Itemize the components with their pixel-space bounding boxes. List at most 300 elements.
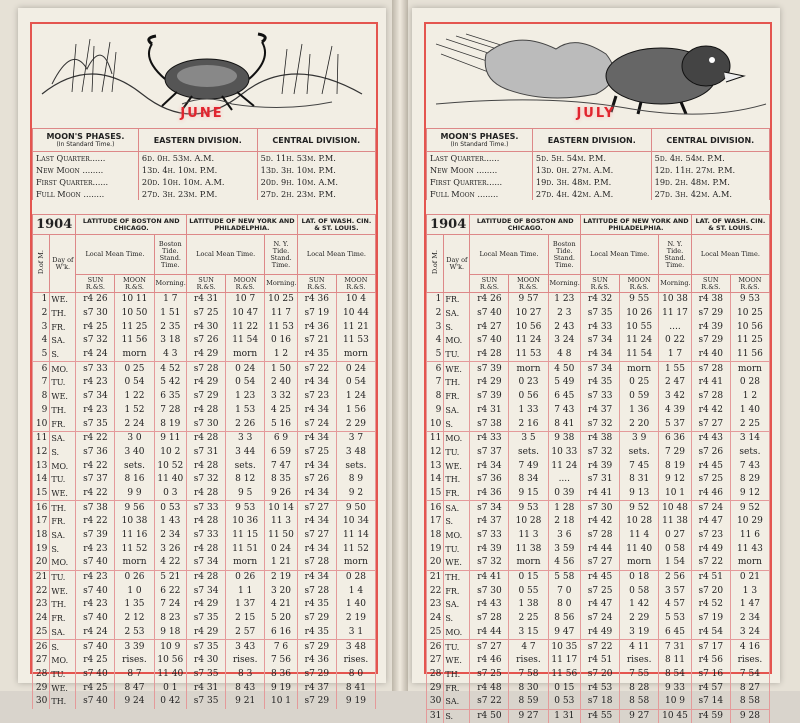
almanac-cell: s7 32	[187, 473, 226, 487]
phase-row: Full Moon ........ 27d. 4h. 42m. A.M. 27d. 3h. 42m. A.M.	[427, 188, 770, 200]
almanac-cell: s7 14	[691, 695, 730, 709]
almanac-cell: 3 26	[154, 542, 187, 556]
weekday: FR.	[444, 681, 470, 695]
almanac-cell: 3 5	[509, 431, 548, 445]
almanac-cell: r4 39	[581, 459, 620, 473]
almanac-cell: 3 15	[509, 626, 548, 640]
almanac-cell: r4 22	[76, 515, 115, 529]
almanac-cell: r4 43	[470, 598, 509, 612]
almanac-cell: 0 55	[509, 584, 548, 598]
almanac-cell: 3 42	[659, 390, 692, 404]
almanac-cell: 2 43	[548, 320, 581, 334]
july-rows	[427, 293, 770, 723]
almanac-cell: 10 7	[226, 293, 265, 307]
almanac-cell: 11 52	[336, 542, 375, 556]
almanac-cell: 3 18	[154, 334, 187, 348]
almanac-row	[33, 542, 376, 556]
almanac-cell: s7 31	[581, 473, 620, 487]
almanac-cell: 2 19	[336, 612, 375, 626]
almanac-cell: 1 40	[730, 404, 769, 418]
day-number: 26	[427, 640, 444, 654]
almanac-cell: r4 55	[581, 709, 620, 723]
almanac-cell: 10 48	[659, 501, 692, 515]
almanac-cell: s7 19	[297, 307, 336, 321]
almanac-cell: 9 55	[620, 293, 659, 307]
almanac-cell: sets.	[509, 446, 548, 460]
almanac-cell: r4 44	[470, 626, 509, 640]
almanac-cell: r4 38	[691, 293, 730, 307]
almanac-cell: r4 25	[76, 681, 115, 695]
almanac-cell: 8 11	[659, 654, 692, 668]
day-number: 18	[427, 529, 444, 543]
almanac-cell: 10 14	[265, 501, 298, 515]
weekday: WE.	[50, 293, 76, 307]
almanac-cell: 0 42	[154, 695, 187, 709]
day-number: 6	[427, 362, 444, 376]
almanac-cell: 5 16	[265, 417, 298, 431]
moon-col-label: MOON R.&S.	[115, 275, 154, 293]
almanac-cell: 11 52	[115, 542, 154, 556]
almanac-row	[33, 612, 376, 626]
almanac-cell: r4 28	[187, 570, 226, 584]
almanac-row	[33, 417, 376, 431]
almanac-cell: r4 27	[470, 320, 509, 334]
almanac-cell: 10 52	[154, 459, 187, 473]
weekday: SA.	[50, 334, 76, 348]
almanac-cell: r4 23	[76, 570, 115, 584]
weekday: S.	[444, 417, 470, 431]
almanac-cell: 0 53	[548, 695, 581, 709]
almanac-cell: s7 34	[187, 584, 226, 598]
almanac-cell: s7 20	[581, 668, 620, 682]
day-number: 5	[427, 348, 444, 362]
almanac-cell: 11 3	[265, 515, 298, 529]
almanac-cell: 10 28	[509, 515, 548, 529]
moon-col-label: MOON R.&S.	[509, 275, 548, 293]
almanac-cell: r4 41	[691, 376, 730, 390]
almanac-cell: r4 29	[470, 376, 509, 390]
almanac-cell: s7 35	[187, 640, 226, 654]
day-number: 4	[427, 334, 444, 348]
day-number: 25	[427, 626, 444, 640]
almanac-row	[427, 556, 770, 570]
almanac-cell: 1 24	[336, 390, 375, 404]
weekday: FR.	[444, 487, 470, 501]
almanac-cell: s7 40	[76, 640, 115, 654]
almanac-row	[427, 584, 770, 598]
almanac-cell: morn	[336, 556, 375, 570]
almanac-cell: rises.	[226, 654, 265, 668]
almanac-cell: morn	[115, 556, 154, 570]
month-title: JULY	[412, 106, 780, 121]
day-number: 28	[33, 668, 50, 682]
almanac-cell: r4 33	[470, 431, 509, 445]
morning-label: Morning.	[659, 275, 692, 293]
almanac-cell: 0 3	[154, 487, 187, 501]
almanac-cell: s7 30	[581, 501, 620, 515]
almanac-cell: 3 24	[548, 334, 581, 348]
local-mean-label: Local Mean Time.	[76, 235, 154, 275]
almanac-cell: r4 46	[691, 487, 730, 501]
almanac-cell: sets.	[730, 446, 769, 460]
almanac-cell: morn	[509, 362, 548, 376]
day-number: 22	[427, 584, 444, 598]
day-number: 15	[427, 487, 444, 501]
almanac-cell: morn	[730, 556, 769, 570]
almanac-cell: r4 22	[76, 431, 115, 445]
almanac-cell: 0 27	[659, 529, 692, 543]
almanac-cell: 7 43	[730, 459, 769, 473]
almanac-row	[427, 362, 770, 376]
almanac-cell: 10 50	[115, 307, 154, 321]
almanac-cell: 2 25	[730, 417, 769, 431]
almanac-cell: sets.	[226, 459, 265, 473]
wash-header: LAT. OF WASH. CIN. & ST. LOUIS.	[691, 215, 769, 235]
almanac-cell: 11 56	[730, 348, 769, 362]
day-number: 13	[427, 459, 444, 473]
weekday: WE.	[50, 390, 76, 404]
almanac-row	[33, 446, 376, 460]
ny-tide-label: N. Y. Tide. Stand. Time.	[659, 235, 692, 275]
almanac-cell: 5 58	[548, 570, 581, 584]
almanac-cell: r4 34	[297, 404, 336, 418]
moon-col-label: MOON R.&S.	[620, 275, 659, 293]
almanac-cell: 3 59	[548, 542, 581, 556]
almanac-cell: 10 1	[265, 695, 298, 709]
almanac-cell: 8 56	[548, 612, 581, 626]
almanac-cell: 10 38	[659, 293, 692, 307]
almanac-cell: 8 27	[730, 681, 769, 695]
almanac-cell: r4 34	[297, 459, 336, 473]
day-number: 10	[33, 417, 50, 431]
almanac-cell: r4 34	[297, 542, 336, 556]
almanac-cell: r4 37	[297, 681, 336, 695]
day-number: 21	[427, 570, 444, 584]
almanac-cell: 11 24	[548, 459, 581, 473]
central-header: CENTRAL DIVISION.	[651, 129, 769, 152]
almanac-cell: s7 30	[470, 584, 509, 598]
almanac-cell: 0 58	[659, 542, 692, 556]
almanac-row	[33, 404, 376, 418]
almanac-cell: r4 25	[76, 320, 115, 334]
almanac-cell: s7 25	[297, 446, 336, 460]
day-number: 29	[427, 681, 444, 695]
almanac-cell: 4 7	[509, 640, 548, 654]
almanac-cell: 3 20	[265, 584, 298, 598]
almanac-cell: 7 43	[548, 404, 581, 418]
almanac-cell: 11 24	[620, 334, 659, 348]
almanac-cell: morn	[509, 556, 548, 570]
day-number: 2	[427, 307, 444, 321]
almanac-cell: r4 29	[187, 376, 226, 390]
almanac-cell: 8 19	[154, 417, 187, 431]
weekday: WE.	[50, 584, 76, 598]
almanac-cell: 3 39	[115, 640, 154, 654]
almanac-cell: 8 35	[265, 473, 298, 487]
day-number: 20	[427, 556, 444, 570]
weekday: SA.	[444, 695, 470, 709]
almanac-cell: r4 31	[470, 404, 509, 418]
almanac-cell: s7 37	[76, 473, 115, 487]
day-number: 1	[427, 293, 444, 307]
almanac-cell: 11 14	[336, 529, 375, 543]
almanac-cell: r4 34	[297, 431, 336, 445]
almanac-cell: r4 28	[187, 459, 226, 473]
local-mean-label: Local Mean Time.	[470, 235, 548, 275]
almanac-cell: 11 24	[509, 334, 548, 348]
sun-col-label: SUN R.&S.	[470, 275, 509, 293]
day-number: 16	[427, 501, 444, 515]
day-number: 12	[427, 446, 444, 460]
almanac-cell: r4 28	[187, 431, 226, 445]
day-number: 20	[33, 556, 50, 570]
almanac-row	[33, 473, 376, 487]
d-of-m-label: D.of M.	[432, 250, 439, 274]
weekday: MO.	[50, 459, 76, 473]
almanac-cell: s7 34	[187, 556, 226, 570]
almanac-cell: 1 2	[730, 390, 769, 404]
almanac-row	[427, 709, 770, 723]
almanac-cell: 2 26	[226, 417, 265, 431]
day-number: 29	[33, 681, 50, 695]
almanac-cell: s7 27	[581, 556, 620, 570]
almanac-row	[427, 348, 770, 362]
almanac-cell: 4 52	[154, 362, 187, 376]
day-number: 22	[33, 584, 50, 598]
almanac-cell: s7 29	[297, 695, 336, 709]
almanac-cell: r4 53	[581, 681, 620, 695]
day-number: 23	[427, 598, 444, 612]
almanac-cell: 9 21	[226, 695, 265, 709]
day-number: 1	[33, 293, 50, 307]
almanac-cell: s7 34	[76, 390, 115, 404]
almanac-cell: 3 48	[336, 446, 375, 460]
almanac-cell: 7 55	[620, 668, 659, 682]
phase-row: Full Moon ........ 27d. 3h. 23m. P.M. 27d. 2h. 23m. P.M.	[33, 188, 376, 200]
almanac-row	[33, 570, 376, 584]
almanac-cell: 10 34	[336, 515, 375, 529]
almanac-row	[427, 640, 770, 654]
almanac-cell: s7 33	[470, 529, 509, 543]
almanac-cell: s7 24	[691, 501, 730, 515]
almanac-cell: s7 29	[297, 612, 336, 626]
phase-row: First Quarter...... 20d. 10h. 10m. A.M. 20d. 9h. 10m. A.M.	[33, 176, 376, 188]
almanac-cell: 8 54	[659, 668, 692, 682]
almanac-cell: s7 19	[691, 612, 730, 626]
almanac-cell: 9 27	[509, 709, 548, 723]
almanac-cell: 1 42	[620, 598, 659, 612]
weekday: FR.	[50, 417, 76, 431]
almanac-cell: 9 52	[730, 501, 769, 515]
almanac-cell: morn	[226, 556, 265, 570]
year-label: 1904	[33, 215, 76, 235]
almanac-cell: 0 28	[730, 376, 769, 390]
moon-col-label: MOON R.&S.	[226, 275, 265, 293]
almanac-cell: 2 12	[115, 612, 154, 626]
weekday: MO.	[444, 431, 470, 445]
day-number: 13	[33, 459, 50, 473]
almanac-cell: s7 29	[187, 390, 226, 404]
almanac-cell: 9 50	[336, 501, 375, 515]
almanac-row	[427, 501, 770, 515]
boston-header: LATITUDE OF BOSTON AND CHICAGO.	[470, 215, 581, 235]
almanac-cell: r4 45	[691, 459, 730, 473]
almanac-cell: 9 47	[548, 626, 581, 640]
day-number: 9	[427, 404, 444, 418]
day-number: 30	[33, 695, 50, 709]
almanac-cell: r4 30	[187, 654, 226, 668]
almanac-cell: r4 34	[581, 348, 620, 362]
almanac-row	[427, 320, 770, 334]
day-number: 14	[33, 473, 50, 487]
almanac-cell: r4 28	[187, 487, 226, 501]
almanac-cell: 11 17	[548, 654, 581, 668]
almanac-cell: s7 35	[581, 307, 620, 321]
day-number: 30	[427, 695, 444, 709]
almanac-cell: 11 21	[336, 320, 375, 334]
almanac-cell: 10 56	[154, 654, 187, 668]
weekday: TU.	[444, 348, 470, 362]
almanac-cell: s7 40	[76, 584, 115, 598]
d-of-m-label: D.of M.	[38, 250, 45, 274]
almanac-cell: 9 53	[226, 501, 265, 515]
almanac-cell: s7 28	[297, 584, 336, 598]
weekday: MO.	[444, 626, 470, 640]
sun-col-label: SUN R.&S.	[581, 275, 620, 293]
almanac-cell: 3 44	[226, 446, 265, 460]
weekday: SA.	[444, 404, 470, 418]
almanac-cell: s7 32	[76, 334, 115, 348]
almanac-row	[33, 334, 376, 348]
almanac-cell: 10 45	[659, 709, 692, 723]
almanac-cell: s7 34	[581, 362, 620, 376]
weekday: S.	[444, 709, 470, 723]
almanac-cell: s7 33	[187, 501, 226, 515]
almanac-cell: s7 35	[187, 612, 226, 626]
moon-col-label: MOON R.&S.	[336, 275, 375, 293]
almanac-cell: 5 20	[265, 612, 298, 626]
almanac-row	[427, 459, 770, 473]
almanac-cell: 10 29	[730, 515, 769, 529]
almanac-row	[33, 501, 376, 515]
almanac-cell: r4 35	[297, 598, 336, 612]
almanac-cell: s7 36	[76, 446, 115, 460]
almanac-cell: 1 40	[336, 598, 375, 612]
almanac-cell: r4 35	[297, 626, 336, 640]
weekday: MO.	[444, 529, 470, 543]
day-number: 4	[33, 334, 50, 348]
almanac-row	[427, 334, 770, 348]
almanac-cell: s7 27	[470, 640, 509, 654]
almanac-row	[427, 417, 770, 431]
morning-label: Morning.	[265, 275, 298, 293]
almanac-cell: morn	[115, 348, 154, 362]
almanac-cell: s7 23	[297, 390, 336, 404]
almanac-cell: 3 1	[336, 626, 375, 640]
almanac-cell: r4 34	[297, 570, 336, 584]
almanac-cell: 10 11	[115, 293, 154, 307]
day-number: 10	[427, 417, 444, 431]
almanac-cell: r4 39	[691, 320, 730, 334]
almanac-cell: 11 38	[659, 515, 692, 529]
weekday: TU.	[444, 640, 470, 654]
almanac-row	[427, 390, 770, 404]
almanac-cell: rises.	[620, 654, 659, 668]
day-number: 5	[33, 348, 50, 362]
almanac-cell: s7 33	[187, 529, 226, 543]
almanac-cell: r4 23	[76, 598, 115, 612]
almanac-cell: s7 32	[581, 446, 620, 460]
almanac-cell: r4 24	[76, 348, 115, 362]
almanac-cell: 4 3	[154, 348, 187, 362]
almanac-cell: 11 22	[226, 320, 265, 334]
almanac-cell: r4 48	[470, 681, 509, 695]
ny-tide-label: N. Y. Tide. Stand. Time.	[265, 235, 298, 275]
almanac-cell: 7 31	[659, 640, 692, 654]
day-number: 17	[33, 515, 50, 529]
almanac-cell: 0 26	[226, 570, 265, 584]
weekday: SA.	[50, 431, 76, 445]
ny-header: LATITUDE OF NEW YORK AND PHILADELPHIA.	[187, 215, 298, 235]
almanac-cell: 1 4	[336, 584, 375, 598]
weekday: SA.	[50, 529, 76, 543]
almanac-cell: r4 31	[187, 293, 226, 307]
almanac-cell: s7 23	[691, 529, 730, 543]
almanac-cell: r4 29	[187, 626, 226, 640]
almanac-cell: 7 24	[154, 598, 187, 612]
almanac-cell: morn	[620, 556, 659, 570]
almanac-cell: s7 28	[691, 390, 730, 404]
almanac-cell: r4 35	[297, 348, 336, 362]
almanac-cell: s7 28	[187, 362, 226, 376]
almanac-cell: 0 28	[336, 570, 375, 584]
almanac-cell: 5 53	[659, 612, 692, 626]
day-number: 27	[33, 654, 50, 668]
weekday: S.	[50, 446, 76, 460]
day-number: 24	[427, 612, 444, 626]
almanac-cell: 0 58	[620, 584, 659, 598]
weekday: MO.	[444, 334, 470, 348]
almanac-cell: s7 40	[76, 612, 115, 626]
almanac-cell: 6 45	[659, 626, 692, 640]
almanac-cell: morn	[620, 362, 659, 376]
day-number: 12	[33, 446, 50, 460]
almanac-cell: s7 25	[691, 473, 730, 487]
weekday: WE.	[444, 459, 470, 473]
almanac-row	[427, 612, 770, 626]
almanac-cell: 9 53	[509, 501, 548, 515]
local-mean-label: Local Mean Time.	[187, 235, 265, 275]
day-number: 25	[33, 626, 50, 640]
almanac-cell: rises.	[509, 654, 548, 668]
weekday: SA.	[444, 598, 470, 612]
almanac-cell: 4 21	[265, 598, 298, 612]
local-mean-label: Local Mean Time.	[691, 235, 769, 275]
almanac-cell: 3 32	[265, 390, 298, 404]
almanac-cell: r4 57	[691, 681, 730, 695]
almanac-cell: 0 59	[620, 390, 659, 404]
almanac-cell: 7 49	[509, 459, 548, 473]
almanac-cell: 7 54	[730, 668, 769, 682]
almanac-cell: 7 56	[265, 654, 298, 668]
day-number: 2	[33, 307, 50, 321]
almanac-cell: r4 41	[581, 487, 620, 501]
almanac-cell: 10 4	[336, 293, 375, 307]
day-number: 18	[33, 529, 50, 543]
almanac-cell: 5 37	[659, 417, 692, 431]
day-number: 16	[33, 501, 50, 515]
almanac-cell: 8 41	[548, 417, 581, 431]
